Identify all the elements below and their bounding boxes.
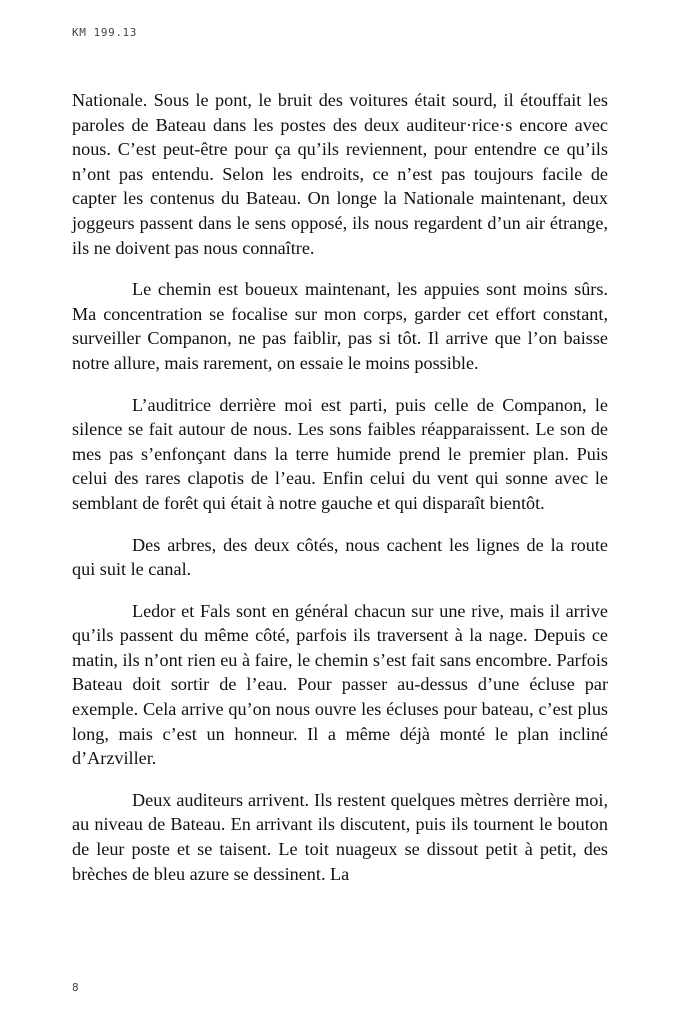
paragraph-6: Deux auditeurs arrivent. Ils restent quelques mètres derrière moi, au niveau de Bateau. En arrivant ils discutent, puis ils tournent le bouton de leur poste et se taisent. Le toit nuageux se dissout petit à petit, des brèches de bleu azure se dessinent. La <box>72 789 608 884</box>
paragraph-3: L’auditrice derrière moi est parti, puis celle de Companon, le silence se fait autour de nous. Les sons faibles réapparaissent. Le son de mes pas s’enfonçant dans la terre humide prend le premier plan. Puis celui des rares clapotis de l’eau. Enfin celui du vent qui sonne avec le semblant de forêt qui était à notre gauche et qui disparaît bientôt. <box>72 394 608 513</box>
paragraph-5: Ledor et Fals sont en général chacun sur une rive, mais il arrive qu’ils passent du même côté, parfois ils traversent à la nage. Depuis ce matin, ils n’ont rien eu à faire, le chemin s’est fait sans encombre. Parfois Bateau doit sortir de l’eau. Pour passer au-dessus d’une écluse par exemple. Cela arrive qu’on nous ouvre les écluses pour bateau, c’est plus long, mais c’est un honneur. Il a même déjà monté le plan incliné d’Arzviller. <box>72 600 608 769</box>
page-number: 8 <box>72 981 79 994</box>
paragraph-4: Des arbres, des deux côtés, nous cachent les lignes de la route qui suit le canal. <box>72 534 608 580</box>
running-head: KM 199.13 <box>72 26 138 39</box>
body-text <box>72 88 608 903</box>
paragraph-2: Le chemin est boueux maintenant, les appuies sont moins sûrs. Ma concentration se focalise sur mon corps, garder cet effort constant, surveiller Companon, ne pas faiblir, pas si tôt. Il arrive que l’on baisse notre allure, mais rarement, on essaie le moins possible. <box>72 279 608 373</box>
paragraph-1: Nationale. Sous le pont, le bruit des voitures était sourd, il étouffait les paroles de Bateau dans les postes des deux auditeur·rice·s encore avec nous. C’est peut-être pour ça qu’ils reviennent, pour entendre ce qu’ils n’ont pas entendu. Selon les endroits, ce n’est pas toujours facile de capter les contenus du Bateau. On longe la Nationale maintenant, deux joggeurs passent dans le sens opposé, ils nous regardent d’un air étrange, ils ne doivent pas nous connaître. <box>72 90 608 258</box>
